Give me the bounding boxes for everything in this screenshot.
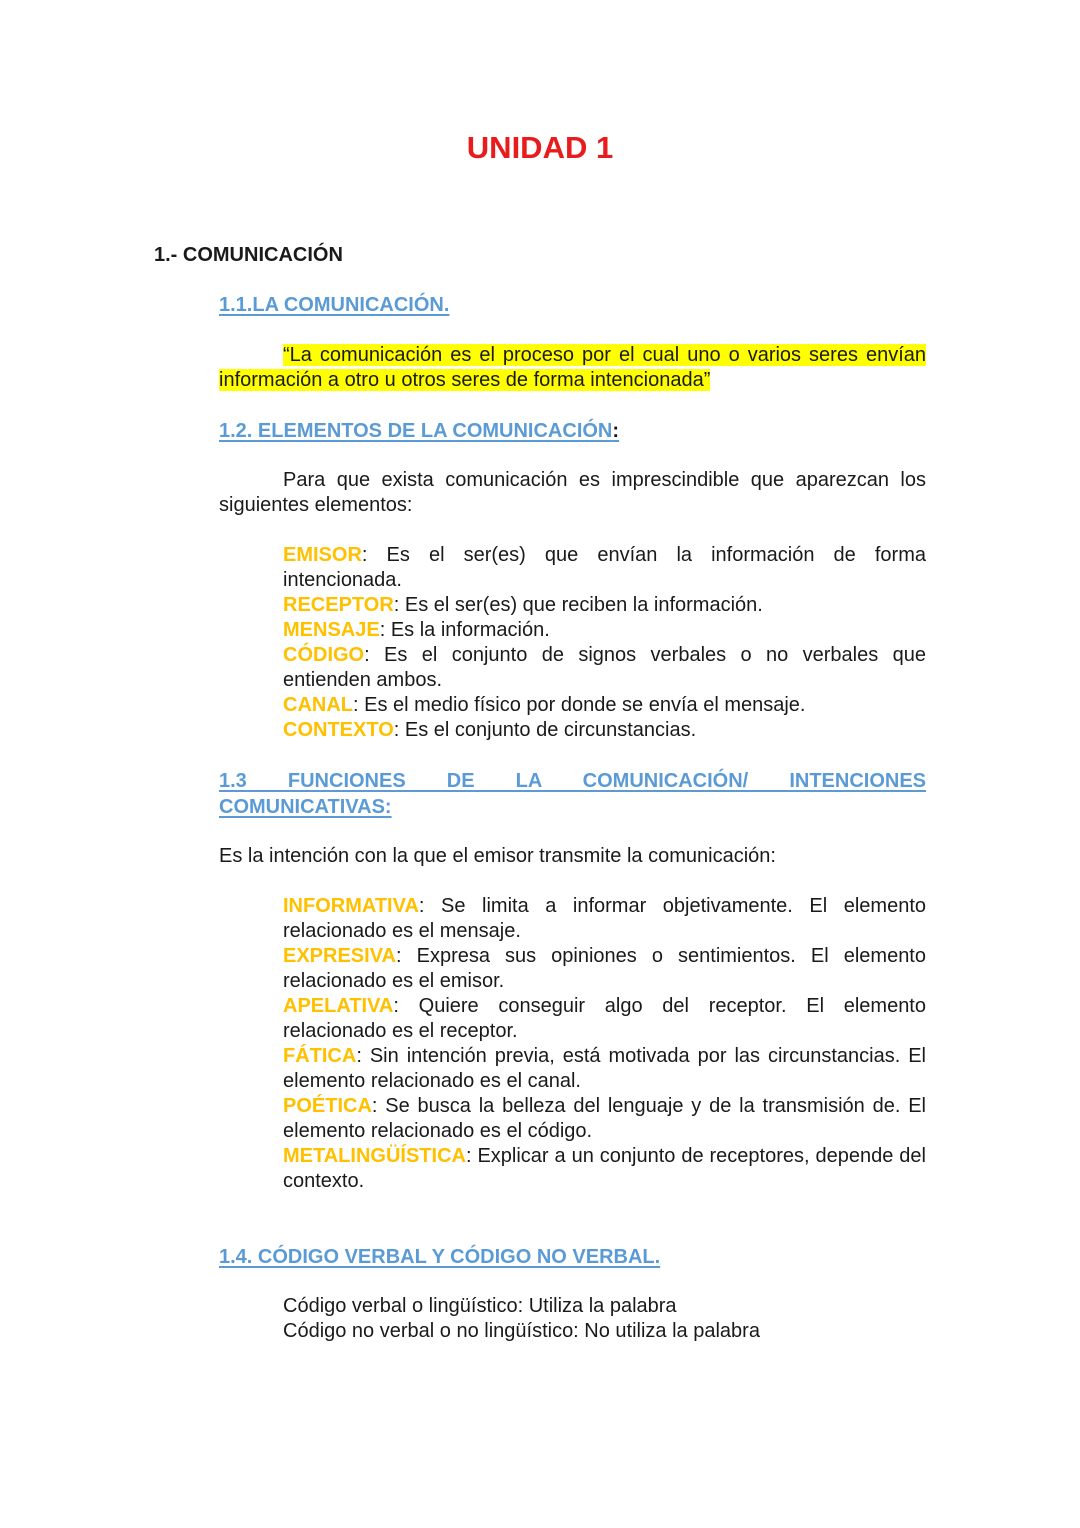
function-definition: : Explicar a un conjunto de receptores, depende del contexto. — [283, 1145, 926, 1192]
functions-intro: Es la intención con la que el emisor transmite la comunicación: — [219, 845, 776, 867]
function-definition: : Quiere conseguir algo del receptor. El elemento relacionado es el receptor. — [283, 995, 926, 1042]
element-term: RECEPTOR — [283, 594, 394, 616]
element-definition: : Es el conjunto de circunstancias. — [393, 719, 697, 741]
list-item — [283, 593, 926, 618]
subsection-heading-1-2 — [219, 418, 619, 444]
subsection-heading-1-3-line1: 1.3 FUNCIONES DE LA COMUNICACIÓN/ INTENCIONES — [219, 770, 926, 792]
elements-intro: Para que exista comunicación es imprescindible que aparezcan los siguientes elementos: — [219, 469, 926, 516]
element-definition: : Es la información. — [379, 619, 550, 641]
element-term: CANAL — [283, 694, 353, 716]
element-term: CÓDIGO — [283, 644, 365, 666]
function-term: POÉTICA — [283, 1095, 372, 1117]
list-item — [283, 894, 926, 944]
element-term: CONTEXTO — [283, 719, 394, 741]
list-item — [283, 643, 926, 693]
highlighted-quote: “La comunicación es el proceso por el cual uno o varios seres envían información a otro u otros seres de forma intencionada” — [219, 344, 926, 391]
code-types-list — [283, 1294, 926, 1344]
list-item — [283, 718, 926, 743]
list-item — [283, 693, 926, 718]
function-definition: : Sin intención previa, está motivada por las circunstancias. El elemento relacionado es el canal. — [283, 1045, 926, 1092]
heading-colon: : — [612, 420, 620, 442]
list-item: Código no verbal o no lingüístico: No utiliza la palabra — [283, 1320, 760, 1342]
function-definition: : Expresa sus opiniones o sentimientos. El elemento relacionado es el emisor. — [283, 945, 926, 992]
subsection-heading-1-1: 1.1.LA COMUNICACIÓN. — [219, 294, 450, 316]
element-definition: : Es el conjunto de signos verbales o no verbales que entienden ambos. — [283, 644, 926, 691]
list-item — [283, 543, 926, 593]
section-title: 1.- COMUNICACIÓN — [154, 244, 343, 266]
list-item — [283, 1094, 926, 1144]
function-term: INFORMATIVA — [283, 895, 419, 917]
function-term: METALINGÜÍSTICA — [283, 1145, 466, 1167]
element-definition: : Es el ser(es) que reciben la información. — [393, 594, 763, 616]
elements-list — [283, 543, 926, 743]
list-item — [283, 994, 926, 1044]
element-definition: : Es el medio físico por donde se envía el mensaje. — [353, 694, 806, 716]
definition-quote — [219, 343, 926, 393]
element-definition: : Es el ser(es) que envían la información de forma intencionada. — [283, 544, 926, 591]
element-term: MENSAJE — [283, 619, 380, 641]
subsection-heading-1-3-line2: COMUNICATIVAS: — [219, 796, 392, 818]
function-term: APELATIVA — [283, 995, 394, 1017]
list-item — [283, 1144, 926, 1194]
function-term: FÁTICA — [283, 1045, 357, 1067]
function-term: EXPRESIVA — [283, 945, 396, 967]
heading-text: 1.2. ELEMENTOS DE LA COMUNICACIÓN — [219, 420, 613, 442]
unit-title: UNIDAD 1 — [466, 130, 614, 165]
list-item — [283, 1044, 926, 1094]
list-item: Código verbal o lingüístico: Utiliza la palabra — [283, 1295, 677, 1317]
list-item — [283, 944, 926, 994]
functions-list — [283, 894, 926, 1194]
subsection-heading-1-4: 1.4. CÓDIGO VERBAL Y CÓDIGO NO VERBAL. — [219, 1246, 661, 1268]
function-definition: : Se limita a informar objetivamente. El elemento relacionado es el mensaje. — [283, 895, 926, 942]
function-definition: : Se busca la belleza del lenguaje y de la transmisión de. El elemento relacionado es el código. — [283, 1095, 926, 1142]
list-item — [283, 618, 926, 643]
element-term: EMISOR — [283, 544, 362, 566]
